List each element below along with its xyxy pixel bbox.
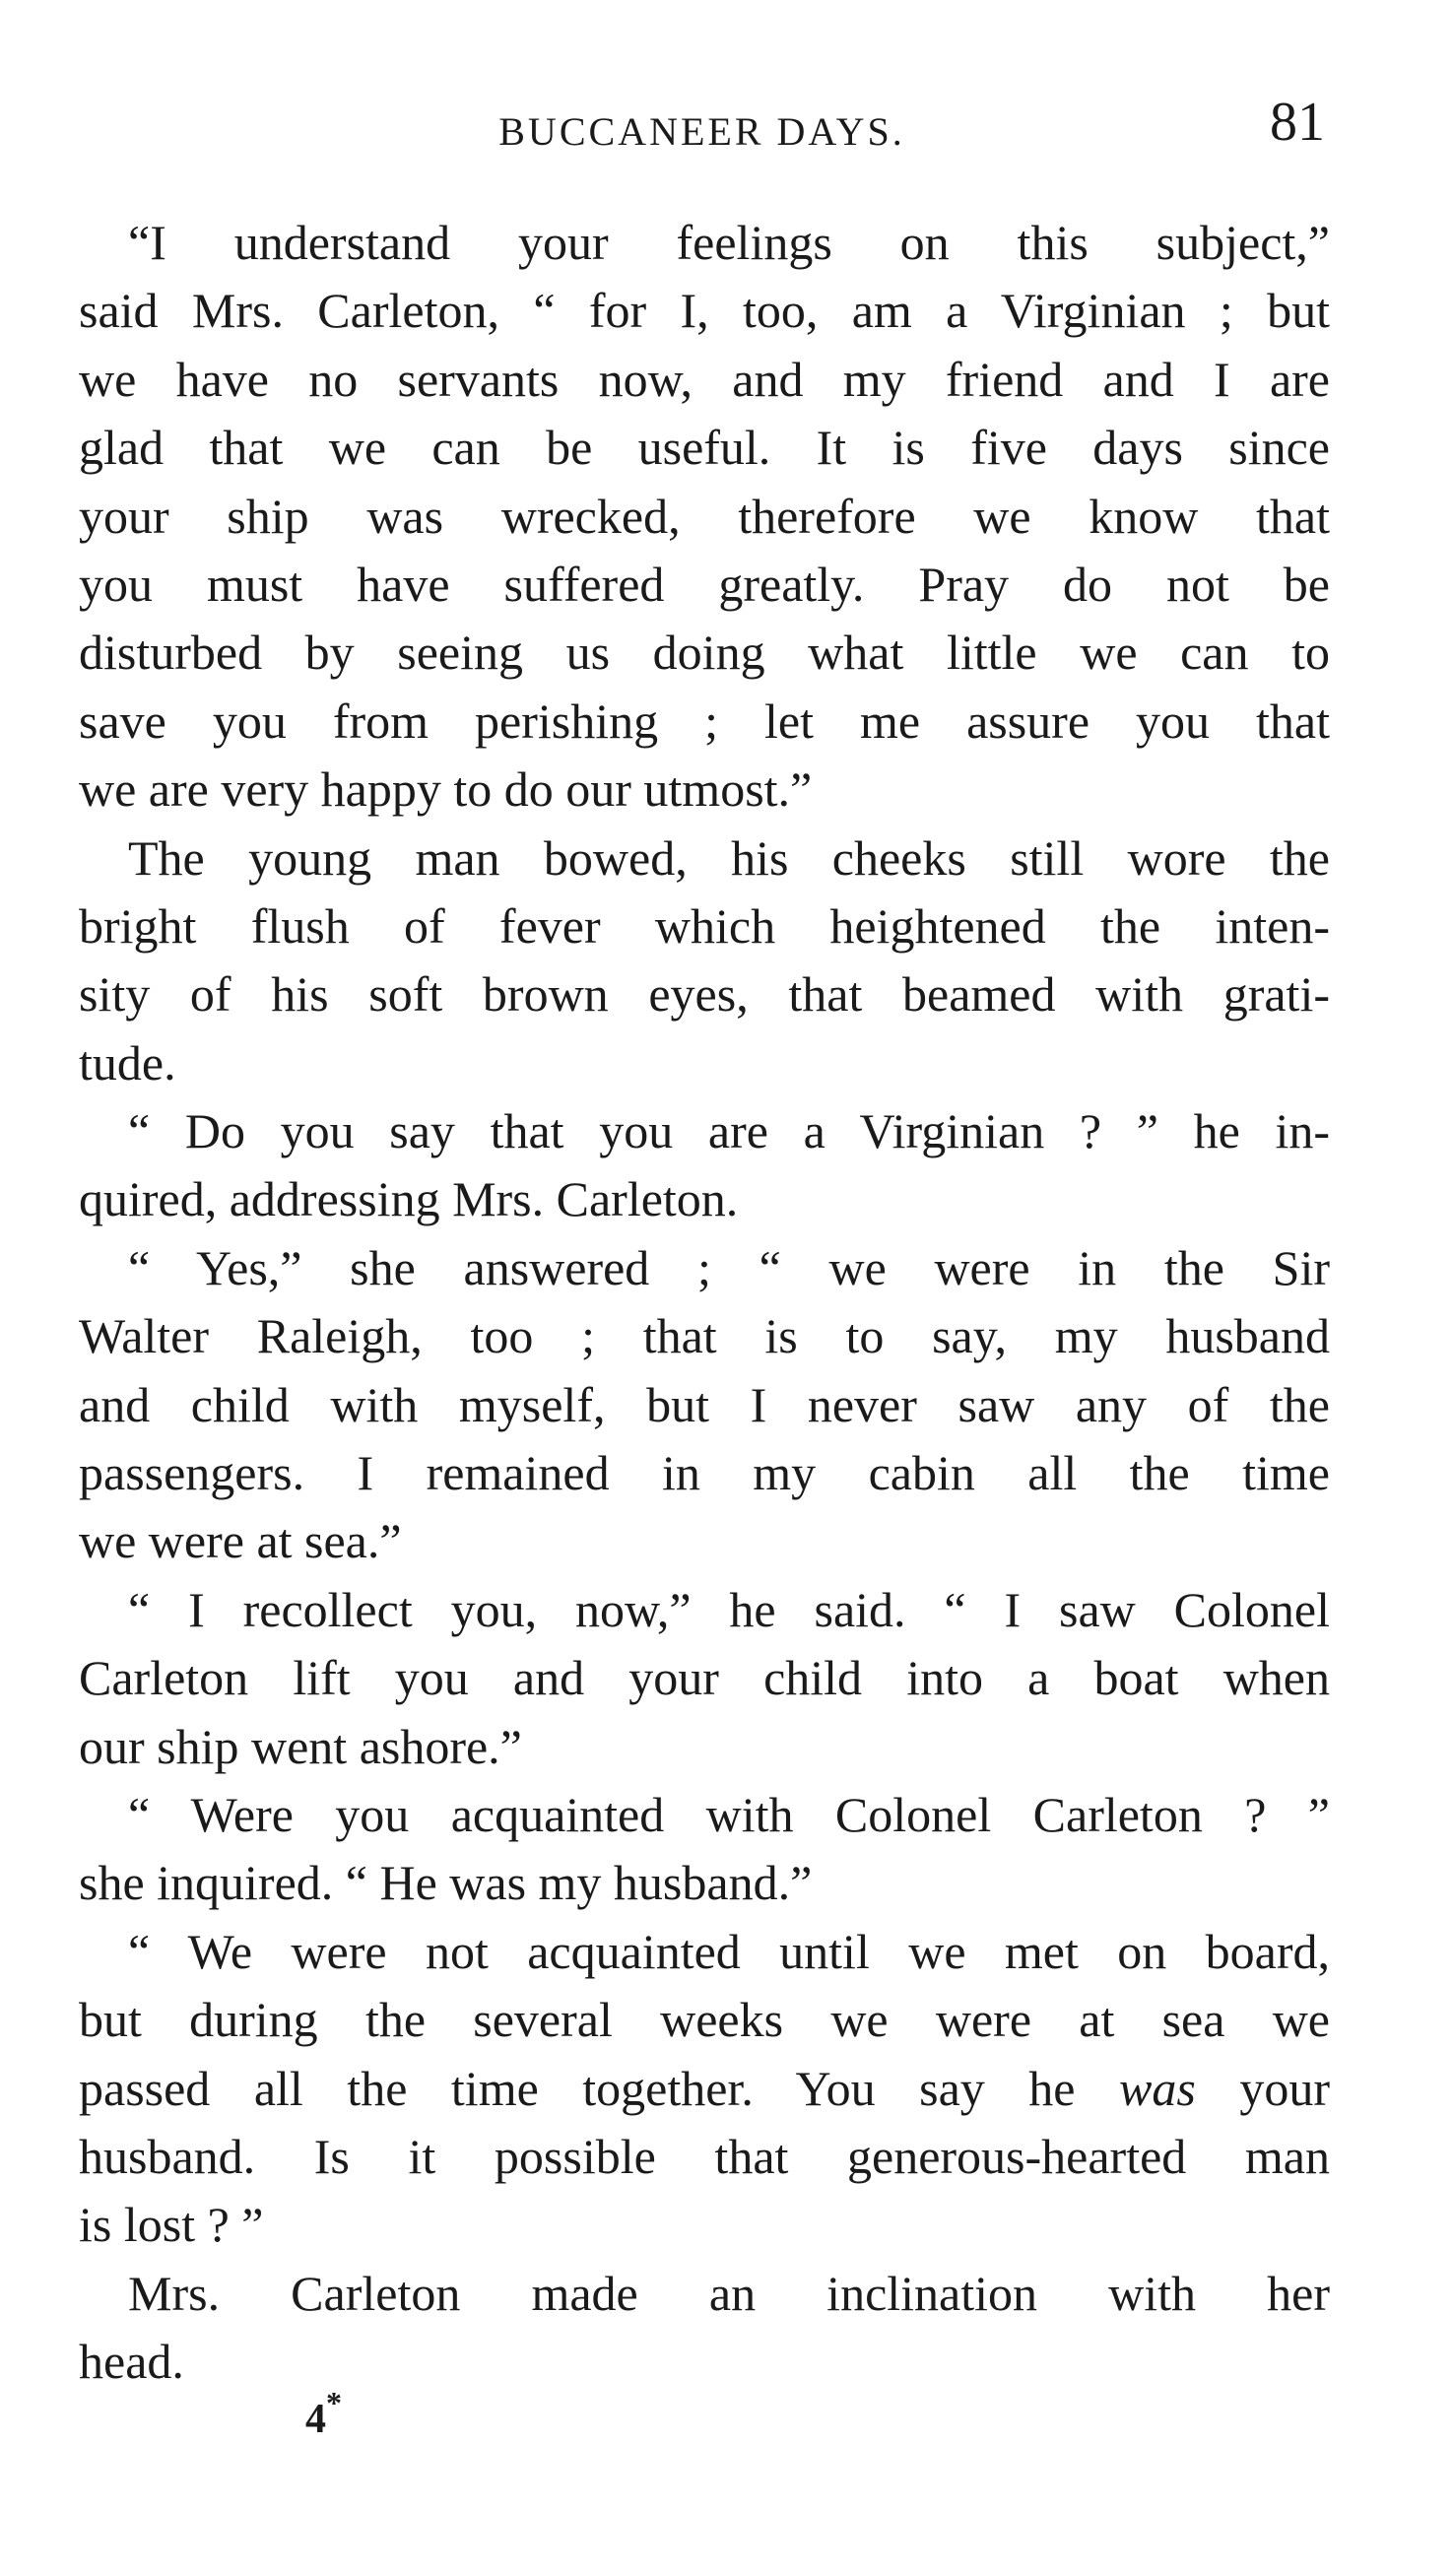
line-text: you must have suffered greatly. Pray do not be <box>79 556 1330 612</box>
line-text: we have no servants now, and my friend and I are <box>79 351 1330 407</box>
signature-asterisk: * <box>326 2385 342 2420</box>
line-text-after: your <box>1195 2060 1330 2116</box>
line-text: quired, addressing Mrs. Carleton. <box>79 1171 739 1227</box>
text-line <box>79 1234 1330 1302</box>
text-line <box>79 825 1330 892</box>
line-text: Walter Raleigh, too ; that is to say, my husband <box>79 1308 1330 1364</box>
line-text: passengers. I remained in my cabin all the time <box>79 1445 1330 1501</box>
signature-number: 4 <box>305 2397 326 2442</box>
text-line <box>79 1507 1330 1575</box>
page-number: 81 <box>1270 92 1325 153</box>
text-line <box>79 1165 1330 1233</box>
text-line <box>79 2055 1330 2123</box>
line-text: tude. <box>79 1034 176 1090</box>
text-line <box>79 1644 1330 1712</box>
line-text: said Mrs. Carleton, “ for I, too, am a Virginian ; but <box>79 283 1330 339</box>
text-line <box>79 209 1330 277</box>
text-line <box>79 756 1330 824</box>
line-text: your ship was wrecked, therefore we know that <box>79 488 1330 544</box>
line-text: bright flush of fever which heightened the inten- <box>79 897 1330 954</box>
text-line <box>79 892 1330 960</box>
text-line <box>79 277 1330 345</box>
text-line <box>79 1918 1330 1986</box>
line-text: disturbed by seeing us doing what little we can to <box>79 625 1330 681</box>
signature-mark <box>305 2385 342 2443</box>
line-text: “ Yes,” she answered ; “ we were in the Sir <box>128 1239 1330 1295</box>
text-line <box>79 414 1330 482</box>
text-line <box>79 688 1330 756</box>
line-text: we were at sea.” <box>79 1513 402 1569</box>
line-text: husband. Is it possible that generous-hearted man <box>79 2128 1330 2184</box>
body-text <box>79 209 1330 2397</box>
line-text: she inquired. “ He was my husband.” <box>79 1855 813 1911</box>
line-text: Mrs. Carleton made an inclination with her <box>128 2265 1330 2321</box>
line-text: “ I recollect you, now,” he said. “ I saw Colonel <box>128 1581 1330 1637</box>
text-line <box>79 2191 1330 2259</box>
line-text: Carleton lift you and your child into a boat when <box>79 1650 1330 1706</box>
text-line <box>79 2260 1330 2328</box>
line-text: “ We were not acquainted until we met on board, <box>128 1923 1330 1979</box>
line-text: we are very happy to do our utmost.” <box>79 761 813 818</box>
text-line <box>79 1713 1330 1781</box>
line-text: and child with myself, but I never saw any of the <box>79 1376 1330 1432</box>
line-text: but during the several weeks we were at sea we <box>79 1992 1330 2048</box>
line-text: “I understand your feelings on this subject,” <box>128 215 1330 270</box>
line-text: passed all the time together. You say he <box>79 2060 1076 2116</box>
text-line <box>79 1302 1330 1370</box>
text-line <box>79 551 1330 619</box>
line-text: our ship went ashore.” <box>79 1718 522 1774</box>
line-text: “ Were you acquainted with Colonel Carleton ? ” <box>128 1786 1330 1842</box>
line-text: head. <box>79 2334 184 2390</box>
text-line <box>79 1371 1330 1439</box>
text-line <box>79 1097 1330 1165</box>
line-text: is lost ? ” <box>79 2197 264 2253</box>
text-line <box>79 1986 1330 2054</box>
text-line <box>79 1439 1330 1507</box>
line-text: “ Do you say that you are a Virginian ? ” he in- <box>128 1103 1330 1159</box>
text-line <box>79 1781 1330 1849</box>
text-line <box>79 1849 1330 1917</box>
line-text: save you from perishing ; let me assure you that <box>79 693 1330 749</box>
text-line <box>79 619 1330 687</box>
line-text: sity of his soft brown eyes, that beamed with grati- <box>79 966 1330 1023</box>
text-line <box>79 1029 1330 1097</box>
emphasis-text: was <box>1119 2060 1196 2116</box>
text-line <box>79 483 1330 551</box>
running-head <box>79 91 1325 169</box>
text-line <box>79 2328 1330 2396</box>
running-title: BUCCANEER DAYS. <box>498 109 905 154</box>
text-line <box>79 960 1330 1028</box>
text-line <box>79 2123 1330 2191</box>
line-text: The young man bowed, his cheeks still wore the <box>128 829 1330 886</box>
text-line <box>79 1576 1330 1644</box>
line-text: glad that we can be useful. It is five days since <box>79 420 1330 476</box>
text-line <box>79 346 1330 414</box>
